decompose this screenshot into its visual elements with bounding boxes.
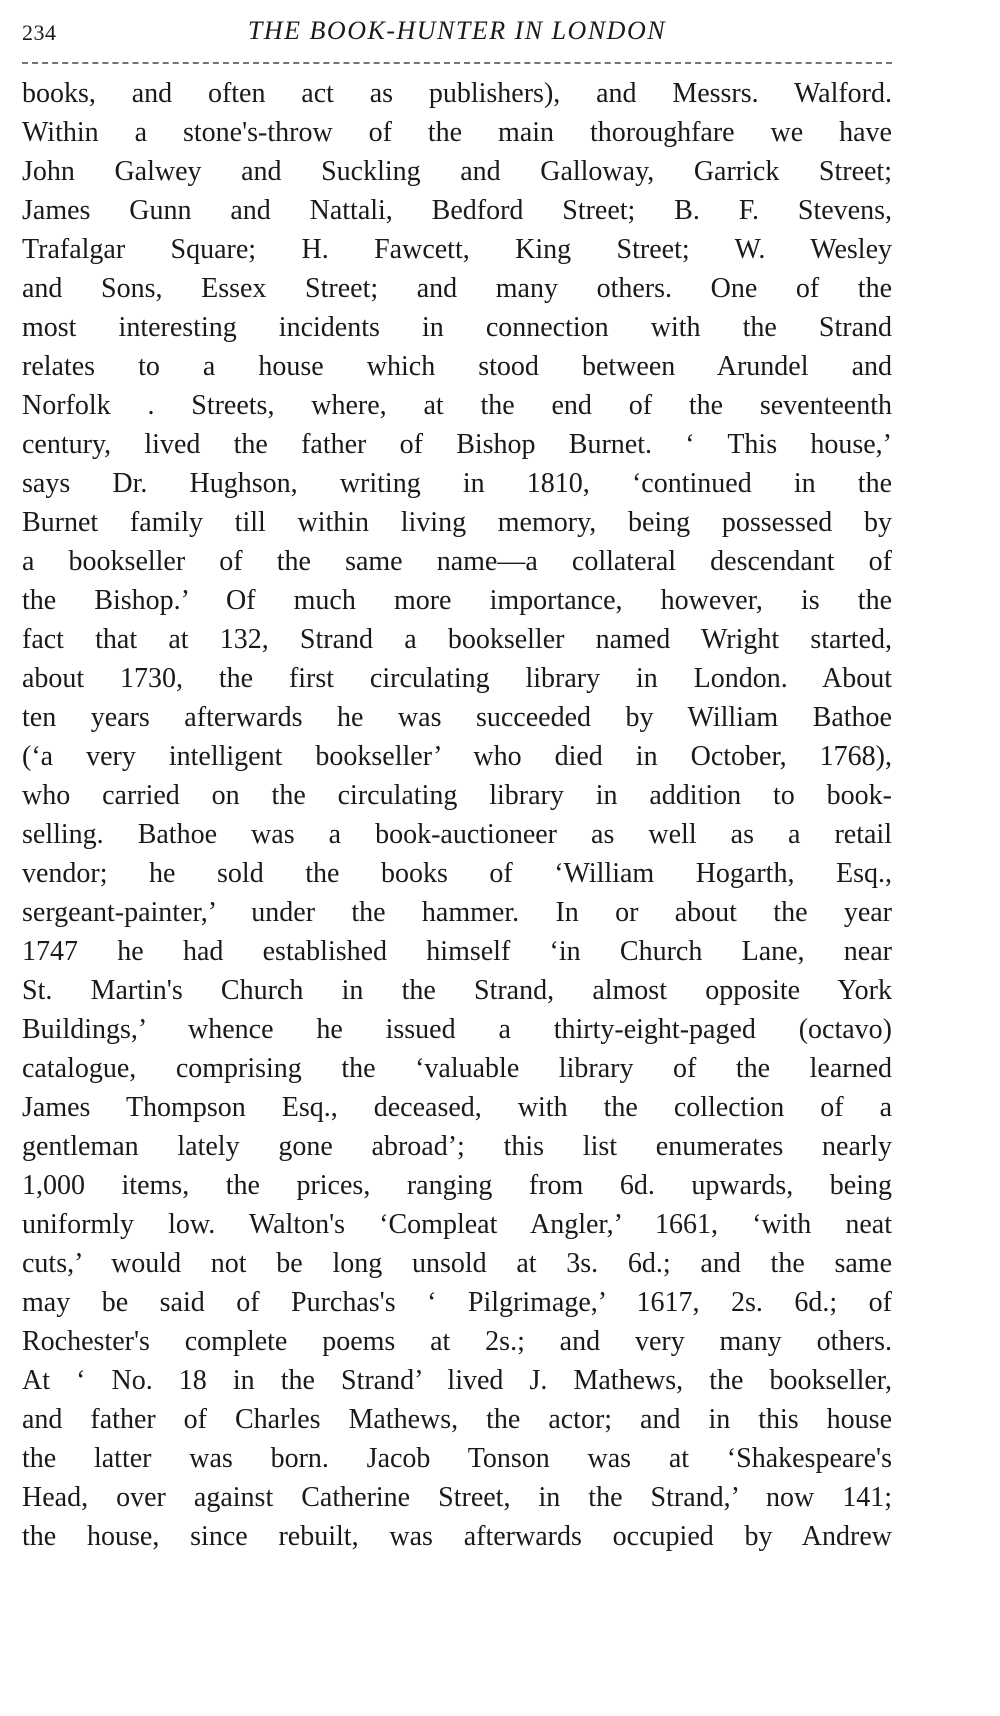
text-line: ten years afterwards he was succeeded by William Bathoe bbox=[22, 702, 892, 733]
text-line: Buildings,’ whence he issued a thirty-eight-paged (octavo) bbox=[22, 1014, 892, 1045]
text-line: uniformly low. Walton's ‘Compleat Angler,’ 1661, ‘with neat bbox=[22, 1209, 892, 1240]
text-line: James Gunn and Nattali, Bedford Street; B. F. Stevens, bbox=[22, 195, 892, 226]
text-line: says Dr. Hughson, writing in 1810, ‘continued in the bbox=[22, 468, 892, 499]
text-line: and Sons, Essex Street; and many others. One of the bbox=[22, 273, 892, 304]
page-number: 234 bbox=[22, 20, 57, 45]
text-line: the Bishop.’ Of much more importance, however, is the bbox=[22, 585, 892, 616]
text-line: Rochester's complete poems at 2s.; and very many others. bbox=[22, 1326, 892, 1357]
text-line: relates to a house which stood between Arundel and bbox=[22, 351, 892, 382]
text-line: catalogue, comprising the ‘valuable library of the learned bbox=[22, 1053, 892, 1084]
header-rule bbox=[22, 62, 892, 64]
text-line: fact that at 132, Strand a bookseller named Wright started, bbox=[22, 624, 892, 655]
text-line: 1747 he had established himself ‘in Church Lane, near bbox=[22, 936, 892, 967]
text-line: books, and often act as publishers), and Messrs. Walford. bbox=[22, 78, 892, 109]
text-line: Head, over against Catherine Street, in the Strand,’ now 141; bbox=[22, 1482, 892, 1513]
text-line: vendor; he sold the books of ‘William Hogarth, Esq., bbox=[22, 858, 892, 889]
text-line: John Galwey and Suckling and Galloway, Garrick Street; bbox=[22, 156, 892, 187]
body-text bbox=[22, 74, 892, 1556]
text-line: St. Martin's Church in the Strand, almost opposite York bbox=[22, 975, 892, 1006]
text-line: At ‘ No. 18 in the Strand’ lived J. Mathews, the bookseller, bbox=[22, 1365, 892, 1396]
text-line: the latter was born. Jacob Tonson was at ‘Shakespeare's bbox=[22, 1443, 892, 1474]
text-line: 1,000 items, the prices, ranging from 6d. upwards, being bbox=[22, 1170, 892, 1201]
text-line: cuts,’ would not be long unsold at 3s. 6d.; and the same bbox=[22, 1248, 892, 1279]
text-line: century, lived the father of Bishop Burnet. ‘ This house,’ bbox=[22, 429, 892, 460]
text-line: gentleman lately gone abroad’; this list enumerates nearly bbox=[22, 1131, 892, 1162]
text-line: most interesting incidents in connection with the Strand bbox=[22, 312, 892, 343]
text-line: a bookseller of the same name—a collateral descendant of bbox=[22, 546, 892, 577]
running-head bbox=[22, 0, 892, 52]
text-line: who carried on the circulating library in addition to book- bbox=[22, 780, 892, 811]
text-line: the house, since rebuilt, was afterwards occupied by Andrew bbox=[22, 1521, 892, 1552]
text-line: selling. Bathoe was a book-auctioneer as well as a retail bbox=[22, 819, 892, 850]
text-line: and father of Charles Mathews, the actor; and in this house bbox=[22, 1404, 892, 1435]
book-page bbox=[22, 0, 892, 1716]
text-line: may be said of Purchas's ‘ Pilgrimage,’ 1617, 2s. 6d.; of bbox=[22, 1287, 892, 1318]
running-title: THE BOOK-HUNTER IN LONDON bbox=[247, 16, 667, 45]
text-line: about 1730, the first circulating library in London. About bbox=[22, 663, 892, 694]
text-line: (‘a very intelligent bookseller’ who died in October, 1768), bbox=[22, 741, 892, 772]
text-line: sergeant-painter,’ under the hammer. In or about the year bbox=[22, 897, 892, 928]
text-line: James Thompson Esq., deceased, with the collection of a bbox=[22, 1092, 892, 1123]
text-line: Burnet family till within living memory, being possessed by bbox=[22, 507, 892, 538]
text-line: Within a stone's-throw of the main thoroughfare we have bbox=[22, 117, 892, 148]
text-line: Trafalgar Square; H. Fawcett, King Street; W. Wesley bbox=[22, 234, 892, 265]
text-line: Norfolk . Streets, where, at the end of the seventeenth bbox=[22, 390, 892, 421]
